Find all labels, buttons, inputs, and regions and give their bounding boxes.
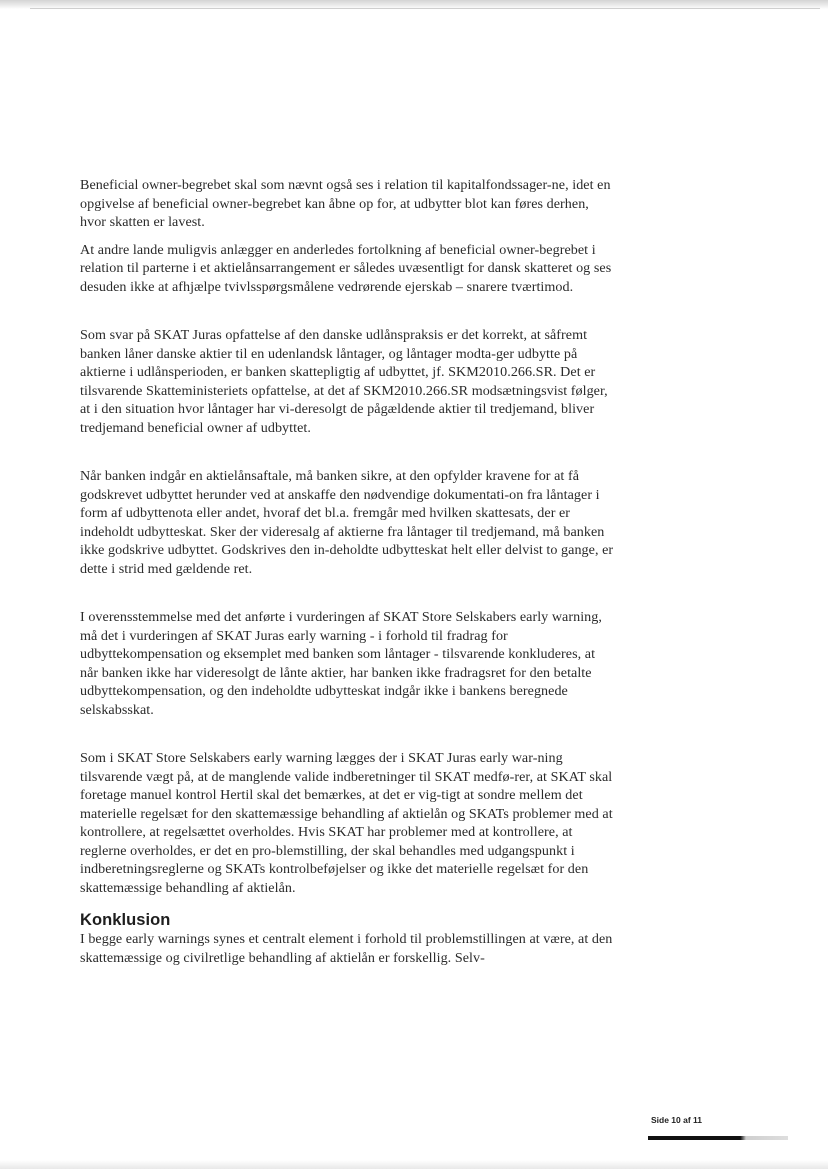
document-body bbox=[80, 176, 615, 967]
paragraph-indberetninger: Som i SKAT Store Selskabers early warning lægges der i SKAT Juras early war-ning tilsvarende vægt på, at de manglende valide indberetninger til SKAT medfø-rer, at SKAT skal foretage manuel kontrol Hertil skal det bemærkes, at det er vig-tigt at sondre mellem det materielle regelsæt for den skattemæssige behandling af aktielån og SKATs problemer med at kontrollere, at regelsættet overholdes. Hvis SKAT har problemer med at kontrollere, at reglerne overholdes, er det en pro-blemstilling, der skal behandles med udgangspunkt i indberetningsreglerne og SKATs kontrolbeføjelser og ikke det materielle regelsæt for den skattemæssige behandling af aktielån. bbox=[80, 750, 613, 896]
paragraph-udbyttekompensation: I overensstemmelse med det anførte i vurderingen af SKAT Store Selskabers early warning, må det i vurderingen af SKAT Juras early warning - i forhold til fradrag for udbyttekompensation og eksemplet med banken som låntager - tilsvarende konkluderes, at når banken ikke har videresolgt de lånte aktier, har banken ikke fradragsret for den betalte udbyttekompensation, og den indeholdte udbytteskat indgår ikke i bankens beregnede selskabsskat. bbox=[80, 609, 602, 718]
footer-rule bbox=[648, 1136, 788, 1140]
section-heading-konklusion: Konklusion bbox=[80, 911, 171, 929]
page-top-divider bbox=[30, 8, 820, 9]
page-number: Side 10 af 11 bbox=[651, 1115, 703, 1125]
paragraph-udlaanspraksis: Som svar på SKAT Juras opfattelse af den danske udlånspraksis er det korrekt, at såfremt banken låner danske aktier til en udenlandsk låntager, og låntager modta-ger udbytte på aktierne i udlånsperioden, er banken skattepligtig af udbyttet, jf. SKM2010.266.SR. Det er tilsvarende Skatteministeriets opfattelse, at det af SKM2010.266.SR modsætningsvist følger, at i den situation hvor låntager har vi-deresolgt de pågældende aktier til tredjemand, bliver tredjemand beneficial owner af udbyttet. bbox=[80, 327, 608, 436]
paragraph-beneficial-owner-kapitalfond: Beneficial owner-begrebet skal som nævnt også ses i relation til kapitalfondssager-ne, idet en opgivelse af beneficial owner-begrebet kan åbne op for, at udbytter blot kan føres derhen, hvor skatten er lavest. bbox=[80, 177, 611, 230]
paragraph-konklusion: I begge early warnings synes et centralt element i forhold til problemstillingen at være, at den skattemæssige og civilretlige behandling af aktielån er forskellig. Selv- bbox=[80, 931, 613, 966]
page-bottom-edge bbox=[0, 1160, 828, 1169]
paragraph-aktielaansaftale: Når banken indgår en aktielånsaftale, må banken sikre, at den opfylder kravene for at få godskrevet udbyttet herunder ved at anskaffe den nødvendige dokumentati-on fra låntager i form af udbyttenota eller andet, hvoraf det bl.a. fremgår med hvilken skattesats, der er indeholdt udbytteskat. Sker der videresalg af aktierne fra låntager til tredjemand, må banken ikke godskrive udbyttet. Godskrives den in-deholdte udbytteskat helt eller delvist to gange, er dette i strid med gældende ret. bbox=[80, 468, 614, 577]
paragraph-andre-lande: At andre lande muligvis anlægger en anderledes fortolkning af beneficial owner-begrebet i relation til parterne i et aktielånsarrangement er således uvæsentligt for dansk skatteret og ses desuden ikke at afhjælpe tvivlsspørgsmålene vedrørende ejerskab – snarere tværtimod. bbox=[80, 241, 612, 295]
